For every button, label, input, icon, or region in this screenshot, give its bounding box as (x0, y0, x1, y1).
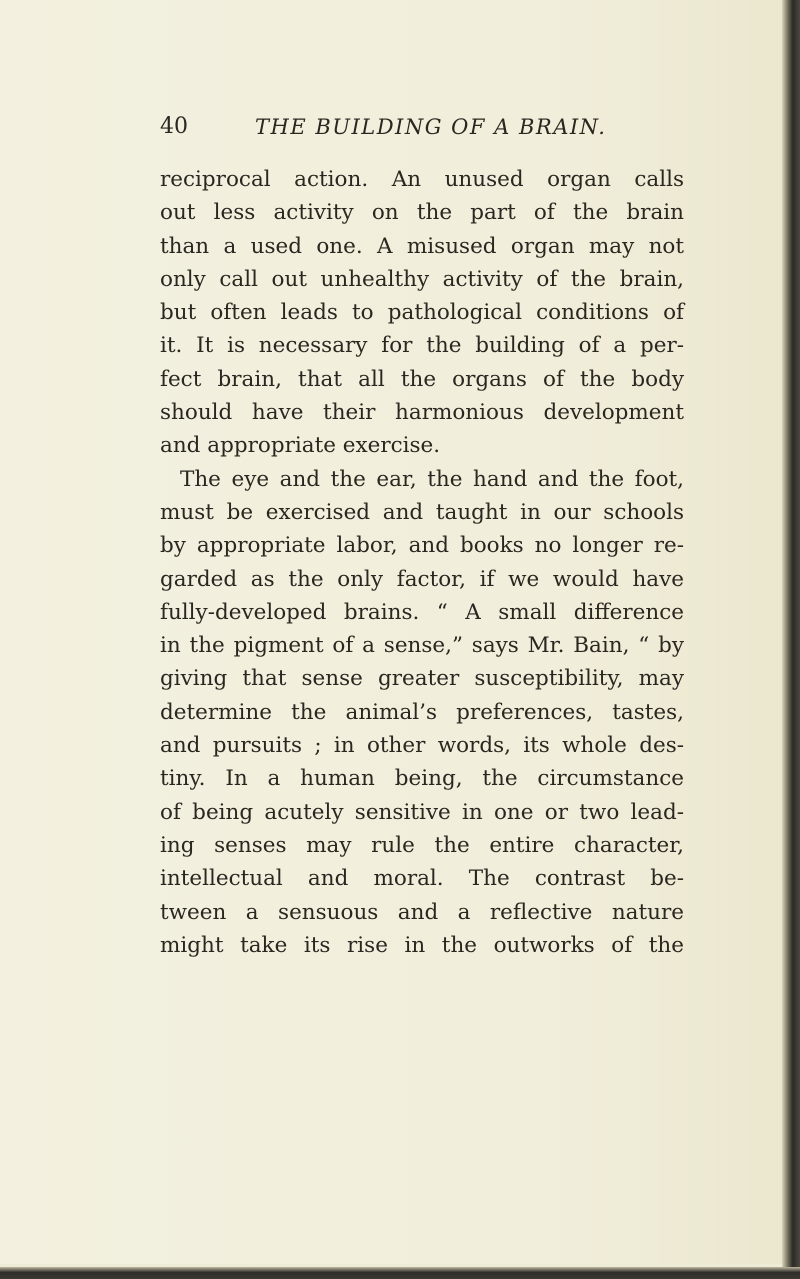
paragraph-start-line: The eye and the ear, the hand and the foot, (180, 466, 684, 492)
text-line: fect brain, that all the organs of the body (160, 366, 684, 392)
text-line: in the pigment of a sense,” says Mr. Bain, “ by (160, 633, 684, 659)
page-header (160, 112, 720, 152)
text-line: ing senses may rule the entire character, (160, 832, 684, 858)
text-line: but often leads to pathological conditions of (160, 300, 684, 326)
text-line: giving that sense greater susceptibility, may (160, 666, 684, 692)
page-edge-right (782, 0, 800, 1279)
page-edge-bottom (0, 1267, 800, 1279)
text-line: it. It is necessary for the building of a per- (160, 333, 684, 359)
body-text (160, 163, 684, 962)
text-line: of being acutely sensitive in one or two lead- (160, 799, 684, 825)
text-line: reciprocal action. An unused organ calls (160, 167, 684, 192)
text-line: must be exercised and taught in our schools (160, 499, 684, 525)
text-line: out less activity on the part of the brain (160, 200, 684, 226)
text-line: should have their harmonious development (160, 400, 684, 426)
text-line: garded as the only factor, if we would have (160, 566, 684, 592)
text-line: might take its rise in the outworks of the (160, 932, 684, 958)
text-line: intellectual and moral. The contrast be- (160, 866, 684, 892)
running-title: THE BUILDING OF A BRAIN. (255, 115, 607, 139)
text-line: tween a sensuous and a reflective nature (160, 899, 684, 925)
text-line: only call out unhealthy activity of the brain, (160, 266, 684, 292)
text-line: determine the animal’s preferences, tastes, (160, 699, 684, 725)
text-line: than a used one. A misused organ may not (160, 233, 684, 259)
page-number: 40 (160, 114, 188, 139)
text-line: and appropriate exercise. (160, 433, 441, 459)
text-line: tiny. In a human being, the circumstance (160, 766, 684, 792)
text-line: and pursuits ; in other words, its whole des- (160, 733, 684, 759)
text-line: fully-developed brains. “ A small difference (160, 599, 684, 625)
text-line: by appropriate labor, and books no longer re- (160, 533, 684, 559)
